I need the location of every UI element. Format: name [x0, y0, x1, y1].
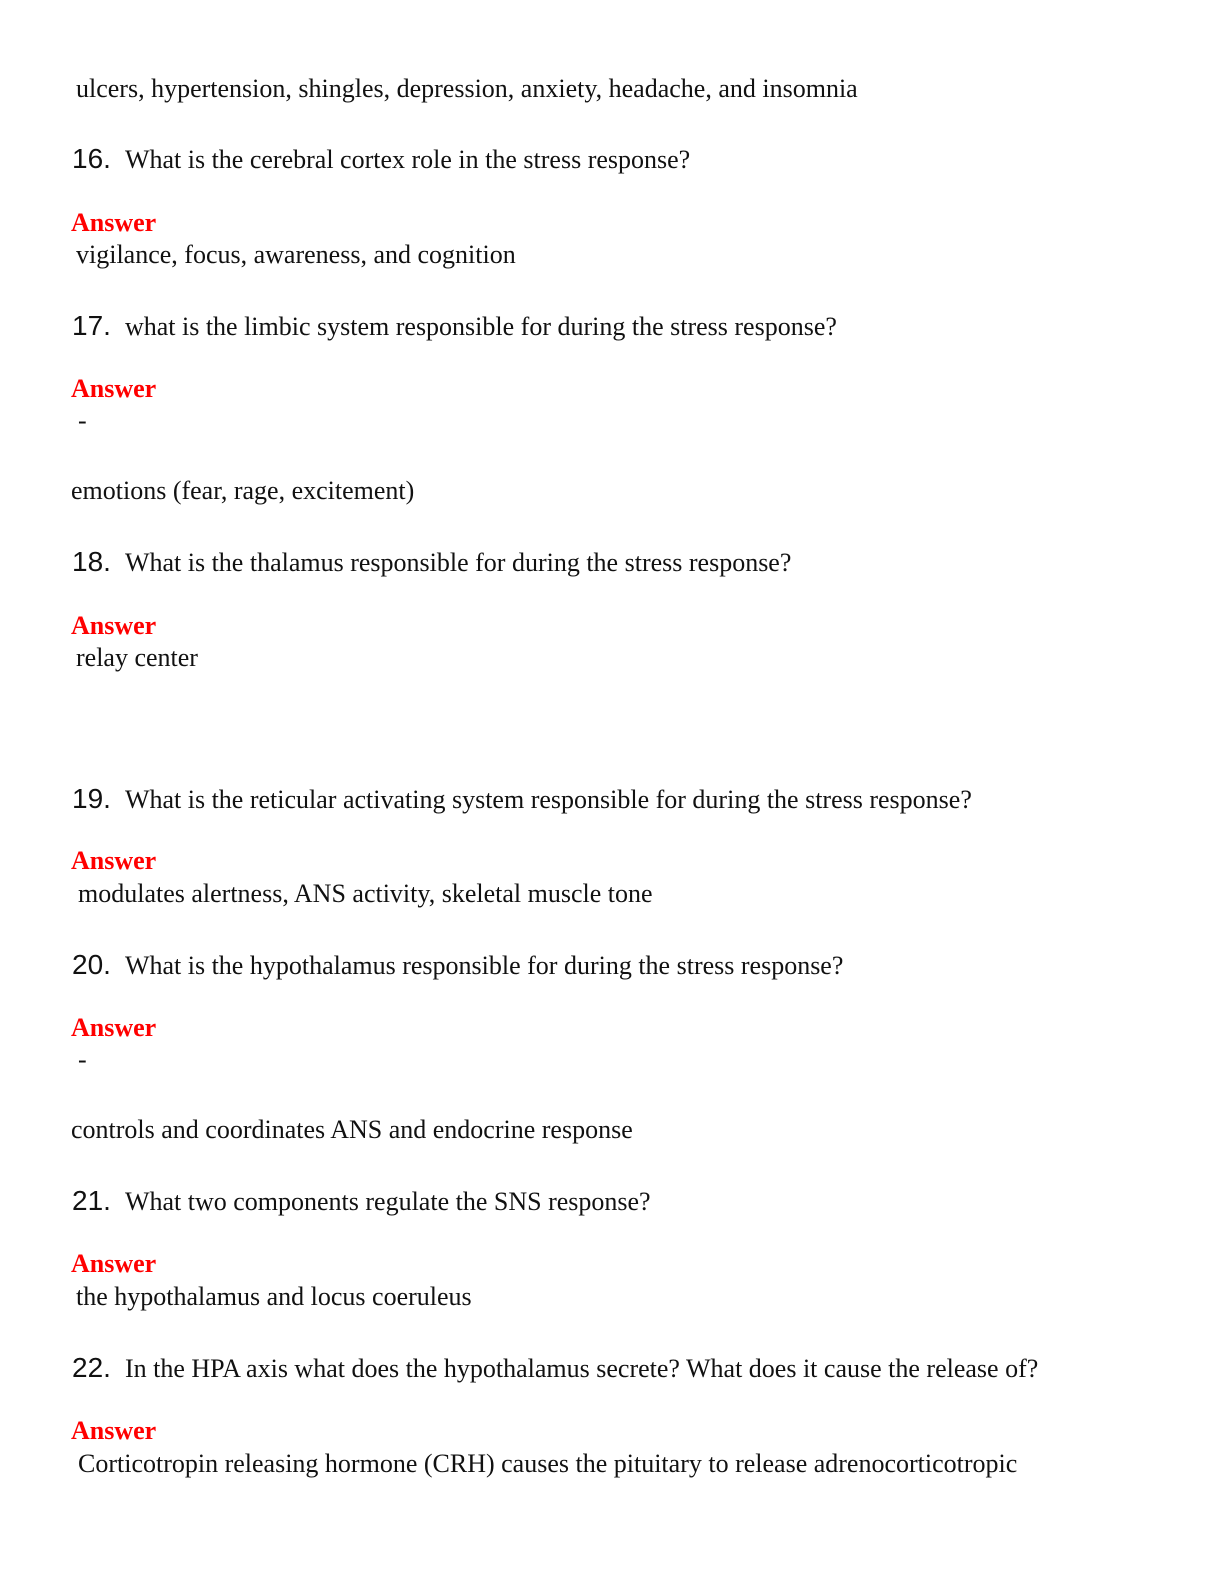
question-number: 17.	[72, 310, 111, 341]
answer-label: Answer	[71, 1249, 157, 1278]
answer-20-text: controls and coordinates ANS and endocrine response	[71, 1115, 633, 1144]
answer-17-text: emotions (fear, rage, excitement)	[71, 476, 415, 505]
answer-label: Answer	[71, 374, 157, 403]
answer-16-text: vigilance, focus, awareness, and cognition	[76, 240, 516, 269]
answer-18-text: relay center	[76, 643, 198, 672]
question-number: 16.	[72, 143, 111, 174]
question-text: What is the reticular activating system responsible for during the stress response?	[124, 785, 972, 814]
question-number: 20.	[72, 949, 111, 980]
answer-label: Answer	[71, 846, 157, 875]
question-number: 22.	[72, 1352, 111, 1383]
answer-label: Answer	[71, 611, 157, 640]
question-20	[72, 950, 843, 981]
answer-label: Answer	[71, 208, 157, 237]
answer-22-text: Corticotropin releasing hormone (CRH) causes the pituitary to release adrenocorticotropic	[78, 1449, 1018, 1478]
question-text: What is the cerebral cortex role in the stress response?	[124, 145, 691, 174]
answer-label: Answer	[71, 1416, 157, 1445]
question-text: What is the hypothalamus responsible for during the stress response?	[124, 951, 844, 980]
question-text: In the HPA axis what does the hypothalamus secrete? What does it cause the release of?	[124, 1354, 1039, 1383]
question-17	[72, 311, 837, 342]
answer-17-prefix: -	[78, 406, 87, 435]
question-16	[72, 144, 690, 175]
question-number: 18.	[72, 546, 111, 577]
intro-answer-text: ulcers, hypertension, shingles, depression, anxiety, headache, and insomnia	[76, 74, 858, 103]
question-text: what is the limbic system responsible for during the stress response?	[124, 312, 837, 341]
answer-19-text: modulates alertness, ANS activity, skeletal muscle tone	[78, 879, 653, 908]
question-text: What is the thalamus responsible for during the stress response?	[124, 548, 792, 577]
question-21	[72, 1186, 651, 1217]
question-19	[72, 784, 972, 815]
question-22	[72, 1353, 1038, 1384]
question-18	[72, 547, 791, 578]
answer-20-prefix: -	[78, 1045, 87, 1074]
answer-21-text: the hypothalamus and locus coeruleus	[76, 1282, 472, 1311]
question-number: 19.	[72, 783, 111, 814]
question-number: 21.	[72, 1185, 111, 1216]
answer-label: Answer	[71, 1013, 157, 1042]
question-text: What two components regulate the SNS response?	[124, 1187, 651, 1216]
